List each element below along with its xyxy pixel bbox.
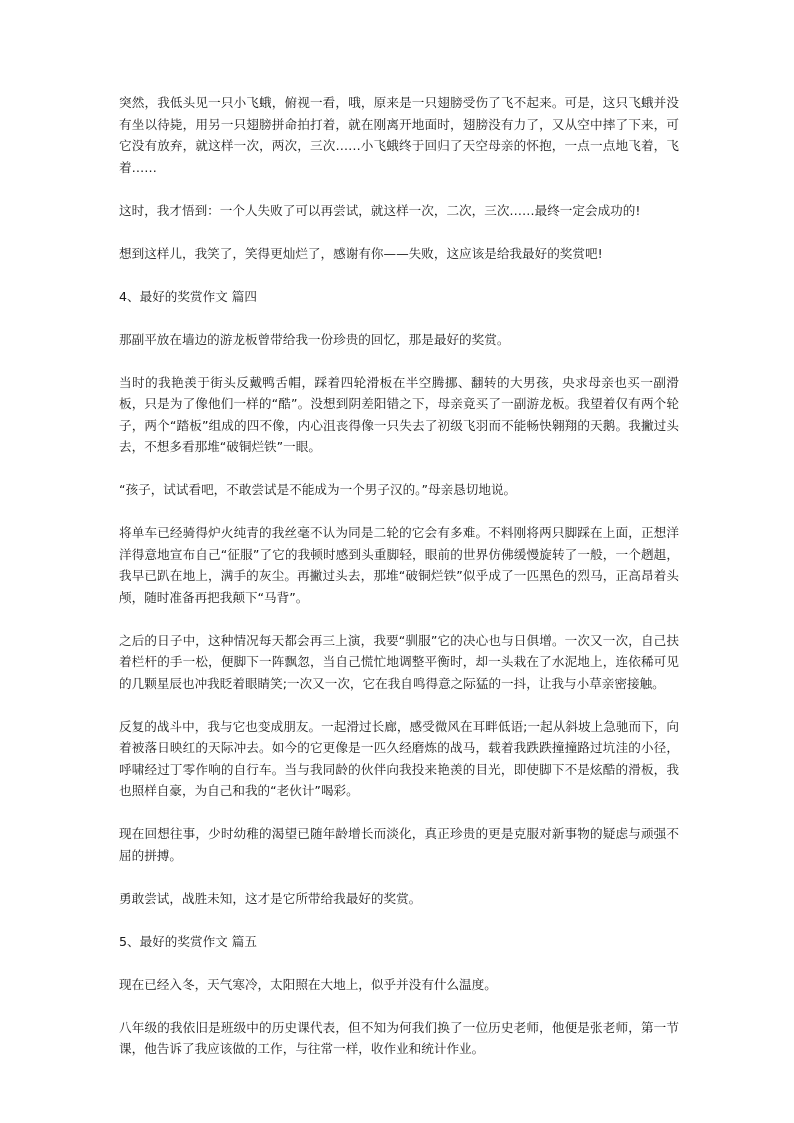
paragraph: “孩子，试试看吧，不敢尝试是不能成为一个男子汉的。”母亲恳切地说。 (119, 482, 517, 497)
paragraph: 将单车已经骑得炉火纯青的我丝毫不认为同是二轮的它会有多难。不料刚将两只脚踩在上面，正想洋洋得意地宣布自己“征服”了它的我顿时感到头重脚轻，眼前的世界仿佛缓慢旋转了一般，一个趔趄，我早已趴在地上，满手的灰尘。再撇过头去，那堆“破铜烂铁”似乎成了一匹黑色的烈马，正高昂着头颅，随时准备再把我颠下“马背”。 (119, 525, 679, 605)
paragraph-spacer (119, 802, 679, 824)
paragraph: 现在回想往事，少时幼稚的渴望已随年龄增长而淡化，真正珍贵的更是克服对新事物的疑虑与顽强不屈的拼搏。 (119, 826, 679, 863)
paragraph-spacer (119, 264, 679, 286)
paragraph-spacer (119, 458, 679, 480)
paragraph-spacer (119, 995, 679, 1017)
paragraph: 这时，我才悟到：一个人失败了可以再尝试，就这样一次，二次，三次……最终一定会成功的! (119, 202, 641, 218)
paragraph-spacer (119, 350, 679, 372)
paragraph: 想到这样儿，我笑了，笑得更灿烂了，感谢有你——失败，这应该是给我最好的奖赏吧! (119, 245, 603, 261)
paragraph-spacer (119, 608, 679, 630)
paragraph: 八年级的我依旧是班级中的历史课代表，但不知为何我们换了一位历史老师，他便是张老师，第一节课，他告诉了我应该做的工作，与往常一样，收作业和统计作业。 (119, 1019, 679, 1056)
paragraph: 之后的日子中，这种情况每天都会再三上演，我要“驯服”它的决心也与日俱增。一次又一次，自己扶着栏杆的手一松，便脚下一阵飘忽，当自己慌忙地调整平衡时，却一头栽在了水泥地上，连依稀可见的几颗星辰也冲我眨着眼睛笑;一次又一次，它在我自鸣得意之际猛的一抖，让我与小草亲密接触。 (119, 632, 679, 691)
paragraph-spacer (119, 221, 679, 243)
paragraph: 突然，我低头见一只小飞蛾，俯视一看，哦，原来是一只翅膀受伤了飞不起来。可是，这只飞蛾并没有坐以待毙，用另一只翅膀拼命拍打着，就在刚离开地面时，翅膀没有力了，又从空中摔了下来，可它没有放弃，就这样一次，两次，三次……小飞蛾终于回归了天空母亲的怀抱，一点一点地飞着，飞着…… (119, 95, 679, 175)
paragraph: 勇敢尝试，战胜未知，这才是它所带给我最好的奖赏。 (119, 890, 422, 906)
paragraph-spacer (119, 952, 679, 974)
paragraph: 那副平放在墙边的游龙板曾带给我一份珍贵的回忆，那是最好的奖赏。 (119, 331, 510, 347)
paragraph: 现在已经入冬，天气寒冷，太阳照在大地上，似乎并没有什么温度。 (119, 976, 497, 992)
section-heading: 5、最好的奖赏作文 篇五 (119, 933, 257, 949)
paragraph: 反复的战斗中，我与它也变成朋友。一起滑过长廊，感受微风在耳畔低语;一起从斜坡上急驰而下，向着被落日映红的天际冲去。如今的它更像是一匹久经磨炼的战马，载着我跌跌撞撞路过坑洼的小径，呼啸经过丁零作响的自行车。当与我同龄的伙伴向我投来艳羡的目光，即使脚下不是炫酷的滑板，我也照样自豪，为自己和我的“老伙计”喝彩。 (119, 718, 679, 798)
paragraph-spacer (119, 694, 679, 716)
paragraph: 当时的我艳羡于街头反戴鸭舌帽，踩着四轮滑板在半空腾挪、翻转的大男孩，央求母亲也买一副滑板，只是为了像他们一样的“酷”。没想到阴差阳错之下，母亲竟买了一副游龙板。我望着仅有两个轮子，两个“踏板”组成的四不像，内心沮丧得像一只失去了初级飞羽而不能畅快翱翔的天鹅。我撇过头去，不想多看那堆“破铜烂铁”一眼。 (119, 374, 679, 454)
document-body (119, 92, 679, 1060)
paragraph-spacer (119, 307, 679, 329)
paragraph-spacer (119, 866, 679, 888)
paragraph-spacer (119, 501, 679, 523)
paragraph-spacer (119, 178, 679, 200)
paragraph-spacer (119, 909, 679, 931)
section-heading: 4、最好的奖赏作文 篇四 (119, 288, 257, 304)
